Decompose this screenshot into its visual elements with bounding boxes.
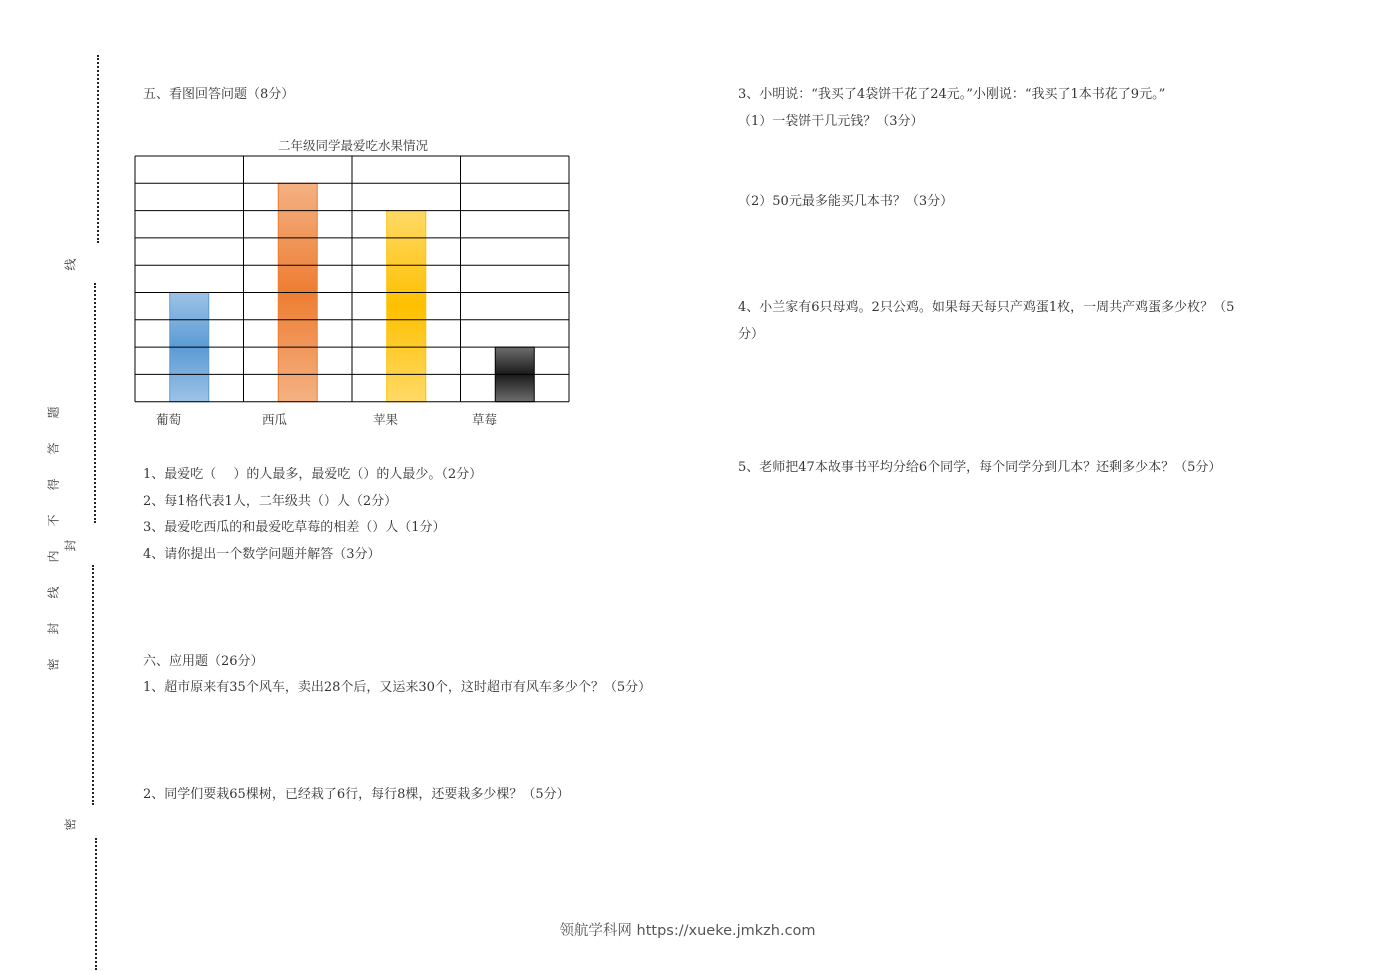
section6-heading: 六、应用题（26分） — [143, 654, 264, 669]
chart-category-label: 草莓 — [472, 412, 498, 427]
binding-dotted-line-4 — [95, 838, 97, 970]
binding-dotted-line-3 — [92, 565, 94, 805]
margin-mi-char: 密 — [63, 818, 78, 831]
section6-question-5: 5、老师把47本故事书平均分给6个同学，每个同学分到几本？还剩多少本？（5分） — [738, 460, 1222, 475]
section6-question-4-line2: 分） — [738, 327, 765, 342]
binding-dotted-line-2 — [94, 283, 96, 523]
margin-instruction-char: 不 — [46, 514, 61, 527]
chart-category-label: 西瓜 — [262, 412, 288, 427]
chart-category-label: 葡萄 — [156, 412, 182, 427]
section5-question-3: 3、最爱吃西瓜的和最爱吃草莓的相差（）人（1分） — [143, 520, 446, 535]
fruit-bar-chart — [132, 154, 572, 408]
section5-question-1: 1、最爱吃（ ）的人最多，最爱吃（）的人最少。（2分） — [143, 467, 483, 482]
footer-watermark: 领航学科网 https://xueke.jmkzh.com — [559, 923, 816, 939]
bar-2 — [387, 211, 426, 402]
section6-question-1: 1、超市原来有35个风车，卖出28个后，又运来30个，这时超市有风车多少个？（5分） — [143, 680, 652, 695]
margin-xian-char: 线 — [63, 258, 78, 271]
margin-instruction-char: 得 — [46, 478, 61, 491]
margin-instruction-char: 内 — [46, 550, 61, 563]
section6-question-2: 2、同学们要栽65棵树，已经栽了6行，每行8棵，还要栽多少棵？（5分） — [143, 787, 570, 802]
section6-question-3a: （1）一袋饼干几元钱？（3分） — [738, 114, 924, 129]
chart-category-label: 苹果 — [373, 412, 399, 427]
margin-instruction-char: 答 — [46, 442, 61, 455]
section5-heading: 五、看图回答问题（8分） — [143, 87, 295, 102]
binding-dotted-line-1 — [97, 55, 99, 243]
section5-question-2: 2、每1格代表1人，二年级共（）人（2分） — [143, 494, 398, 509]
margin-instruction-char: 线 — [46, 586, 61, 599]
chart-title: 二年级同学最爱吃水果情况 — [277, 138, 428, 153]
margin-feng-char: 封 — [63, 539, 78, 552]
section6-question-4-line1: 4、小兰家有6只母鸡。2只公鸡。如果每天每只产鸡蛋1枚，一周共产鸡蛋多少枚？（5 — [738, 300, 1235, 315]
margin-instruction-char: 题 — [46, 406, 61, 419]
section5-question-4: 4、请你提出一个数学问题并解答（3分） — [143, 547, 381, 562]
margin-instruction-char: 密 — [46, 658, 61, 671]
section6-question-3: 3、小明说：“我买了4袋饼干花了24元。”小刚说：“我买了1本书花了9元。” — [738, 87, 1166, 102]
section6-question-3b: （2）50元最多能买几本书？（3分） — [738, 194, 954, 209]
margin-instruction-char: 封 — [46, 622, 61, 635]
